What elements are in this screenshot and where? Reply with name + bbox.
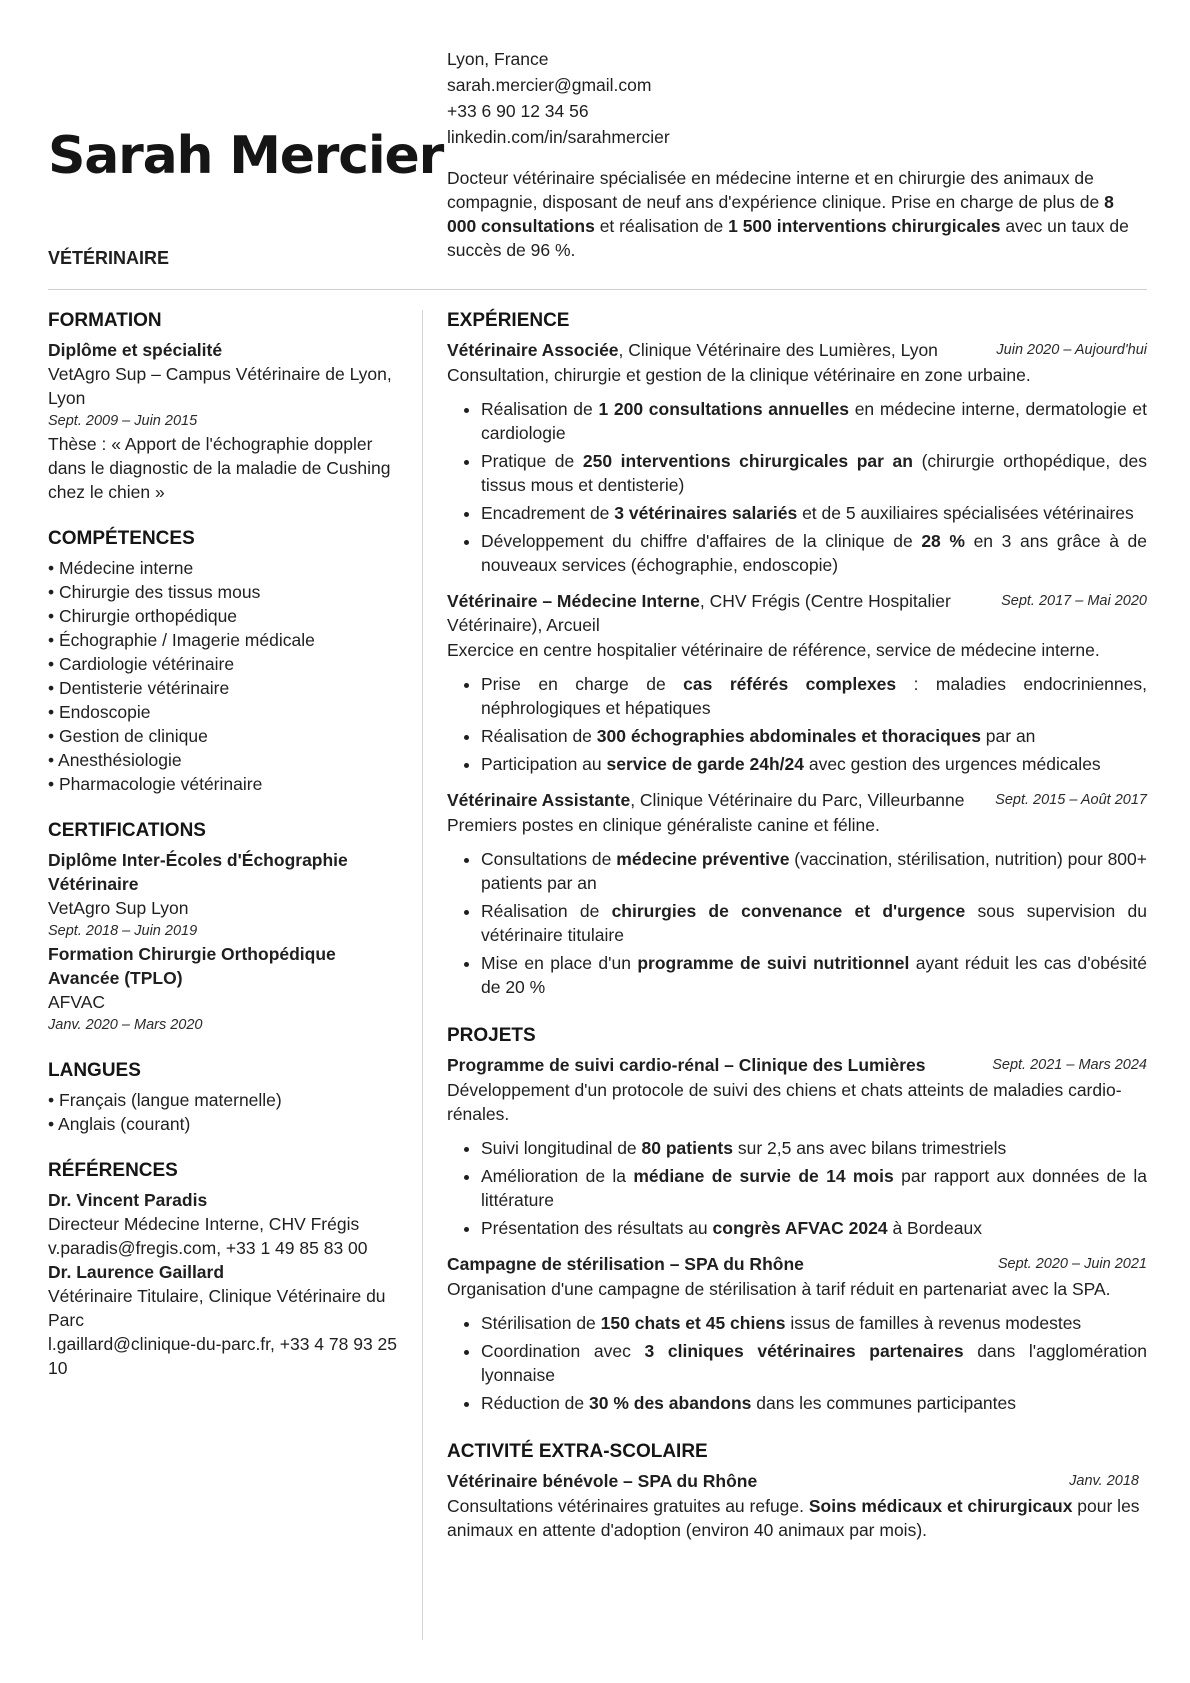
skill-item: • Anesthésiologie: [48, 748, 400, 772]
activities-section: [447, 1439, 1147, 1542]
degree-title: Diplôme et spécialité: [48, 340, 223, 360]
languages-section: [48, 1058, 400, 1136]
project-item: [447, 1053, 1147, 1240]
reference-item: [48, 1188, 400, 1260]
certification-item: [48, 848, 400, 942]
body-text: Pratique de: [481, 451, 583, 471]
certification-title: Diplôme Inter-Écoles d'Échographie Vétérinaire: [48, 850, 348, 894]
experience-title-line: [447, 589, 987, 637]
achievement-item: [481, 1136, 1147, 1160]
section-heading: RÉFÉRENCES: [48, 1160, 178, 1181]
thesis-text: Thèse : « Apport de l'échographie doppler dans le diagnostic de la maladie de Cushing chez le chien »: [48, 434, 391, 502]
section-heading: FORMATION: [48, 310, 162, 331]
location-text: Lyon, France: [447, 49, 549, 69]
body-text: en 3 ans grâce à de nouveaux services (échographie, endoscopie): [481, 531, 1148, 575]
achievement-item: [481, 951, 1147, 999]
experience-org: , Clinique Vétérinaire du Parc, Villeurbanne: [630, 790, 965, 810]
achievement-list: [447, 1311, 1147, 1415]
achievement-list: [447, 397, 1147, 577]
body-text: Suivi longitudinal de: [481, 1138, 642, 1158]
body-text: Présentation des résultats au: [481, 1218, 713, 1238]
experience-description: Premiers postes en clinique généraliste canine et féline.: [447, 815, 880, 835]
body-text: dans les communes participantes: [751, 1393, 1016, 1413]
emphasis-text: 250 interventions chirurgicales par an: [582, 451, 913, 471]
achievement-item: [481, 672, 1147, 720]
reference-contact: v.paradis@fregis.com, +33 1 49 85 83 00: [48, 1238, 368, 1258]
project-title: Campagne de stérilisation – SPA du Rhône: [447, 1254, 804, 1274]
experience-org: , Clinique Vétérinaire des Lumières, Lyon: [618, 340, 938, 360]
project-header: [447, 1053, 1147, 1077]
achievement-item: [481, 1339, 1147, 1387]
experience-header: [447, 589, 1147, 637]
section-heading: PROJETS: [447, 1025, 536, 1046]
job-title: VÉTÉRINAIRE: [48, 248, 170, 268]
emphasis-text: chirurgies de convenance et d'urgence: [611, 901, 966, 921]
certifications-section: [48, 818, 400, 1036]
body-text: Amélioration de la: [481, 1166, 634, 1186]
skill-item: • Chirurgie orthopédique: [48, 604, 400, 628]
profile-summary: [447, 166, 1147, 262]
body-text: et de 5 auxiliaires spécialisées vétérinaires: [797, 503, 1134, 523]
linkedin-link[interactable]: linkedin.com/in/sarahmercier: [447, 127, 670, 147]
emphasis-text: Soins médicaux et chirurgicaux: [808, 1496, 1073, 1516]
body-text: Réduction de: [481, 1393, 589, 1413]
reference-name: Dr. Laurence Gaillard: [48, 1262, 225, 1282]
section-heading: COMPÉTENCES: [48, 528, 195, 549]
reference-name: Dr. Vincent Paradis: [48, 1190, 208, 1210]
body-text: Réalisation de: [481, 901, 612, 921]
experience-description: Consultation, chirurgie et gestion de la clinique vétérinaire en zone urbaine.: [447, 365, 1031, 385]
body-text: Développement du chiffre d'affaires de la clinique de: [481, 531, 922, 551]
body-text: (vaccination, stérilisation, nutrition) pour 800+ patients par an: [481, 849, 1147, 893]
certification-org: VetAgro Sup Lyon: [48, 898, 189, 918]
formation-section: [48, 308, 400, 504]
experience-title-line: [447, 338, 938, 362]
body-text: Coordination avec: [481, 1341, 645, 1361]
body-text: ayant réduit les cas d'obésité de 20 %: [481, 953, 1147, 997]
experience-dates: Sept. 2017 – Mai 2020: [1001, 593, 1147, 609]
email-link[interactable]: sarah.mercier@gmail.com: [447, 75, 652, 95]
achievement-list: [447, 672, 1147, 776]
certification-dates: Sept. 2018 – Juin 2019: [48, 923, 198, 939]
body-text: avec gestion des urgences médicales: [803, 754, 1101, 774]
body-text: sous supervision du vétérinaire titulaire: [481, 901, 1147, 945]
body-text: à Bordeaux: [887, 1218, 982, 1238]
experience-item: [447, 338, 1147, 577]
right-column: [447, 308, 1147, 1554]
skill-item: • Chirurgie des tissus mous: [48, 580, 400, 604]
section-heading: EXPÉRIENCE: [447, 310, 570, 331]
body-text: et réalisation de: [594, 216, 729, 236]
contact-block: [447, 46, 670, 150]
skills-list: [48, 556, 400, 796]
skill-item: • Endoscopie: [48, 700, 400, 724]
achievement-item: [481, 752, 1147, 776]
emphasis-text: 1 200 consultations annuelles: [598, 399, 849, 419]
skill-item: • Échographie / Imagerie médicale: [48, 628, 400, 652]
experience-dates: Sept. 2015 – Août 2017: [995, 792, 1147, 808]
body-text: Participation au: [481, 754, 607, 774]
formation-dates: Sept. 2009 – Juin 2015: [48, 413, 198, 429]
emphasis-text: 300 échographies abdominales et thoraciques: [596, 726, 981, 746]
emphasis-text: 8 000 consultations: [447, 192, 1114, 236]
emphasis-text: 28 %: [921, 531, 965, 551]
certification-title: Formation Chirurgie Orthopédique Avancée (TPLO): [48, 944, 336, 988]
languages-list: [48, 1088, 400, 1136]
body-text: Consultations de: [481, 849, 617, 869]
project-header: [447, 1252, 1147, 1276]
activity-title: Vétérinaire bénévole – SPA du Rhône: [447, 1471, 758, 1491]
emphasis-text: 1 500 interventions chirurgicales: [728, 216, 1001, 236]
reference-item: [48, 1260, 400, 1380]
achievement-list: [447, 847, 1147, 999]
emphasis-text: 150 chats et 45 chiens: [600, 1313, 786, 1333]
body-text: : maladies endocriniennes, néphrologiques et hépatiques: [481, 674, 1147, 718]
experience-dates: Juin 2020 – Aujourd'hui: [996, 342, 1147, 358]
skill-item: • Cardiologie vétérinaire: [48, 652, 400, 676]
emphasis-text: 3 cliniques vétérinaires partenaires: [644, 1341, 964, 1361]
skill-item: • Gestion de clinique: [48, 724, 400, 748]
project-item: [447, 1252, 1147, 1415]
skills-section: [48, 526, 400, 796]
body-text: Encadrement de: [481, 503, 615, 523]
left-column: [48, 308, 400, 1380]
body-text: Docteur vétérinaire spécialisée en médecine interne et en chirurgie des animaux de compagnie, disposant de neuf ans d'expérience clinique. Prise en charge de plus de: [447, 168, 1105, 212]
header-divider: [48, 289, 1147, 290]
project-dates: Sept. 2020 – Juin 2021: [997, 1256, 1147, 1272]
achievement-item: [481, 847, 1147, 895]
body-text: Stérilisation de: [481, 1313, 601, 1333]
column-divider: [422, 310, 423, 1640]
achievement-item: [481, 397, 1147, 445]
references-section: [48, 1158, 400, 1380]
experience-header: [447, 338, 1147, 362]
body-text: par rapport aux données de la littérature: [481, 1166, 1147, 1210]
achievement-item: [481, 1391, 1147, 1415]
experience-item: [447, 589, 1147, 776]
activity-description: [447, 1494, 1147, 1542]
candidate-name: Sarah Mercier: [48, 126, 444, 186]
achievement-item: [481, 1311, 1147, 1335]
emphasis-text: 80 patients: [641, 1138, 733, 1158]
body-text: Consultations vétérinaires gratuites au refuge.: [447, 1496, 809, 1516]
experience-section: [447, 308, 1147, 999]
body-text: Mise en place d'un: [481, 953, 638, 973]
body-text: Prise en charge de: [481, 674, 684, 694]
section-heading: ACTIVITÉ EXTRA-SCOLAIRE: [447, 1441, 708, 1462]
body-text: (chirurgie orthopédique, des tissus mous et dentisterie): [481, 451, 1147, 495]
body-text: pour les animaux en attente d'adoption (environ 40 animaux par mois).: [447, 1496, 1140, 1540]
certification-dates: Janv. 2020 – Mars 2020: [48, 1017, 203, 1033]
body-text: Réalisation de: [481, 726, 597, 746]
reference-contact: l.gaillard@clinique-du-parc.fr, +33 4 78 93 25 10: [48, 1334, 398, 1378]
skill-item: • Médecine interne: [48, 556, 400, 580]
project-title: Programme de suivi cardio-rénal – Clinique des Lumières: [447, 1055, 926, 1075]
achievement-item: [481, 449, 1147, 497]
body-text: issus de familles à revenus modestes: [785, 1313, 1082, 1333]
emphasis-text: 30 % des abandons: [589, 1393, 752, 1413]
section-heading: LANGUES: [48, 1060, 141, 1081]
language-item: • Anglais (courant): [48, 1112, 400, 1136]
school-name: VetAgro Sup – Campus Vétérinaire de Lyon, Lyon: [48, 364, 392, 408]
language-item: • Français (langue maternelle): [48, 1088, 400, 1112]
experience-item: [447, 788, 1147, 999]
emphasis-text: médecine préventive: [616, 849, 790, 869]
project-description: Développement d'un protocole de suivi des chiens et chats atteints de maladies cardio-rénales.: [447, 1080, 1122, 1124]
activity-header: [447, 1469, 1147, 1493]
project-description: Organisation d'une campagne de stérilisation à tarif réduit en partenariat avec la SPA.: [447, 1279, 1111, 1299]
achievement-item: [481, 1216, 1147, 1240]
experience-org: , CHV Frégis (Centre Hospitalier Vétérinaire), Arcueil: [447, 591, 951, 635]
activity-item: [447, 1469, 1147, 1542]
certification-org: AFVAC: [48, 992, 106, 1012]
achievement-list: [447, 1136, 1147, 1240]
achievement-item: [481, 529, 1147, 577]
body-text: dans l'agglomération lyonnaise: [481, 1341, 1147, 1385]
experience-header: [447, 788, 1147, 812]
body-text: par an: [980, 726, 1036, 746]
emphasis-text: 3 vétérinaires salariés: [614, 503, 798, 523]
phone-number: +33 6 90 12 34 56: [447, 101, 589, 121]
skill-item: • Pharmacologie vétérinaire: [48, 772, 400, 796]
achievement-item: [481, 724, 1147, 748]
experience-description: Exercice en centre hospitalier vétérinaire de référence, service de médecine interne.: [447, 640, 1100, 660]
section-heading: CERTIFICATIONS: [48, 820, 206, 841]
experience-role: Vétérinaire – Médecine Interne: [447, 591, 700, 611]
emphasis-text: service de garde 24h/24: [606, 754, 804, 774]
activity-dates: Janv. 2018: [1069, 1473, 1139, 1489]
achievement-item: [481, 501, 1147, 525]
emphasis-text: programme de suivi nutritionnel: [637, 953, 910, 973]
experience-title-line: [447, 788, 965, 812]
body-text: avec un taux de succès de 96 %.: [447, 216, 1129, 260]
skill-item: • Dentisterie vétérinaire: [48, 676, 400, 700]
achievement-item: [481, 899, 1147, 947]
body-text: Réalisation de: [481, 399, 599, 419]
certification-item: [48, 942, 400, 1036]
experience-role: Vétérinaire Associée: [447, 340, 619, 360]
emphasis-text: congrès AFVAC 2024: [712, 1218, 888, 1238]
body-text: sur 2,5 ans avec bilans trimestriels: [732, 1138, 1007, 1158]
project-dates: Sept. 2021 – Mars 2024: [992, 1057, 1147, 1073]
emphasis-text: cas référés complexes: [683, 674, 897, 694]
emphasis-text: médiane de survie de 14 mois: [633, 1166, 894, 1186]
body-text: en médecine interne, dermatologie et cardiologie: [481, 399, 1147, 443]
projects-section: [447, 1023, 1147, 1415]
reference-role: Vétérinaire Titulaire, Clinique Vétérinaire du Parc: [48, 1286, 386, 1330]
reference-role: Directeur Médecine Interne, CHV Frégis: [48, 1214, 360, 1234]
experience-role: Vétérinaire Assistante: [447, 790, 631, 810]
achievement-item: [481, 1164, 1147, 1212]
